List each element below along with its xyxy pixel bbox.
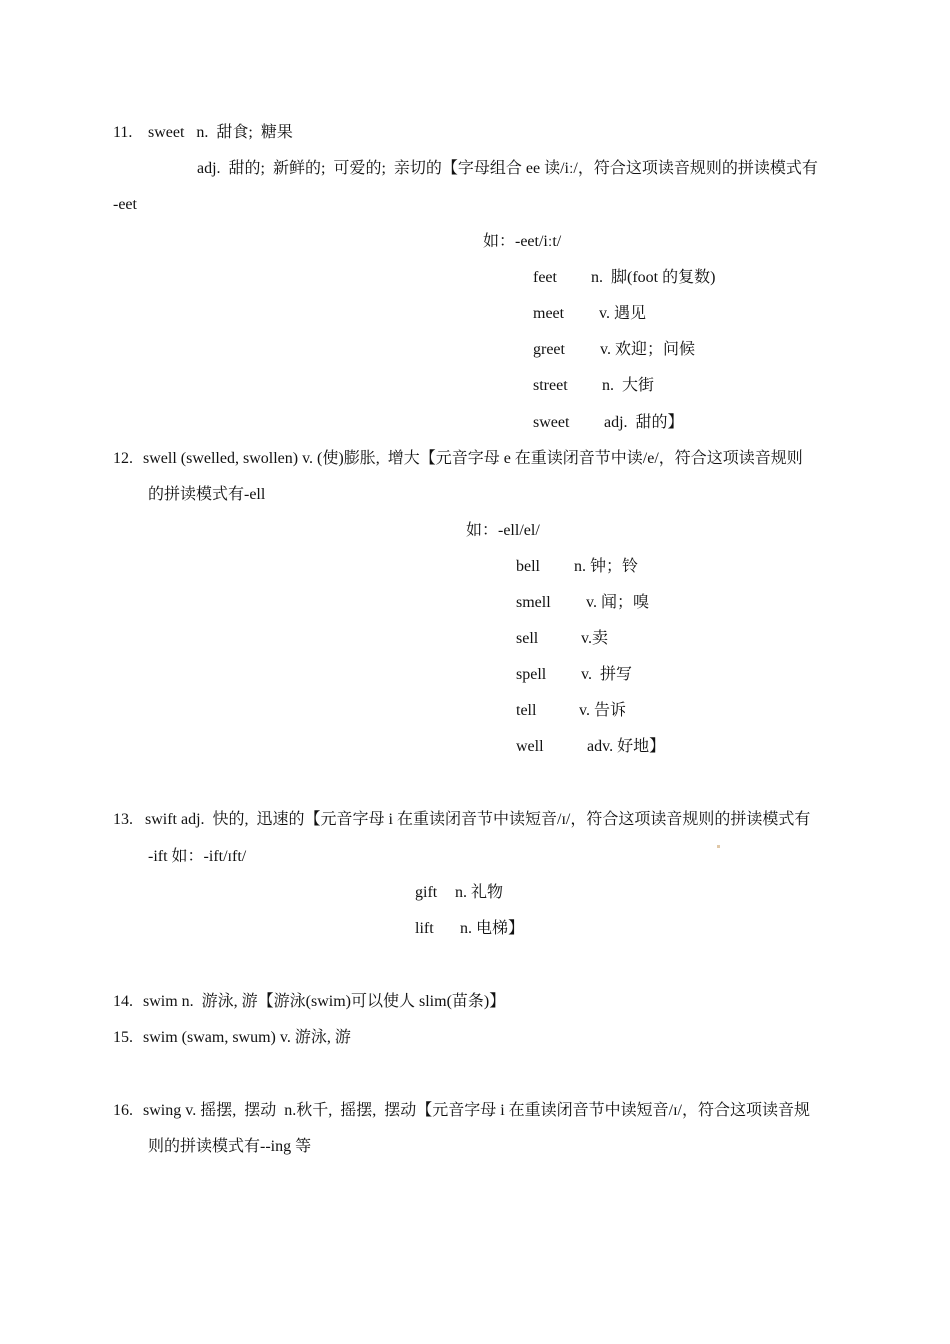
entry-15-text: swim (swam, swum) v. 游泳, 游 (143, 1029, 351, 1046)
entry-11-headword: sweet n. 甜食; 糖果 (148, 124, 293, 141)
example-word: feet (533, 269, 557, 286)
example-word: sweet (533, 414, 570, 431)
example-word: spell (516, 666, 547, 683)
example-word: well (516, 738, 544, 755)
entry-15-number: 15. (113, 1029, 133, 1046)
example-definition: n. 大街 (602, 377, 655, 394)
example-definition: v. 告诉 (579, 702, 626, 719)
example-word: tell (516, 702, 537, 719)
example-word: greet (533, 341, 565, 358)
example-definition: v. 遇见 (599, 305, 646, 322)
entry-11-adj-line: adj. 甜的; 新鲜的; 可爱的; 亲切的【字母组合 ee 读/iː/，符合这项读音规则的拼读模式有 (197, 160, 818, 177)
entry-13-number: 13. (113, 811, 133, 828)
entry-12-continuation: 的拼读模式有-ell (148, 486, 266, 503)
entry-12-pattern: 如：-ell/el/ (466, 522, 540, 539)
entry-16-continuation: 则的拼读模式有--ing 等 (148, 1138, 312, 1155)
entry-12-headword: swell (swelled, swollen) v. (使)膨胀, 增大【元音字母 e 在重读闭音节中读/e/，符合这项读音规则 (143, 450, 803, 467)
example-definition: adv. 好地】 (587, 738, 666, 755)
entry-12-number: 12. (113, 450, 133, 467)
entry-14-text: swim n. 游泳, 游【游泳(swim)可以使人 slim(苗条)】 (143, 993, 506, 1010)
example-definition: v. 拼写 (581, 666, 632, 683)
entry-11-number: 11. (113, 124, 133, 141)
entry-13-continuation: -ift 如：-ift/ɪft/ (148, 848, 247, 865)
example-definition: n. 脚(foot 的复数) (591, 269, 716, 286)
example-definition: n. 礼物 (455, 884, 504, 901)
example-definition: n. 电梯】 (460, 920, 525, 937)
entry-13-headword: swift adj. 快的, 迅速的【元音字母 i 在重读闭音节中读短音/ɪ/，符合这项读音规则的拼读模式有 (145, 811, 811, 828)
example-definition: v.卖 (581, 630, 608, 647)
example-definition: n. 钟；铃 (574, 558, 639, 575)
example-word: gift (415, 884, 438, 901)
example-word: smell (516, 594, 551, 611)
entry-16-number: 16. (113, 1102, 133, 1119)
example-definition: v. 欢迎；问候 (600, 341, 695, 358)
example-definition: v. 闻；嗅 (586, 594, 649, 611)
example-definition: adj. 甜的】 (604, 414, 684, 431)
entry-14-number: 14. (113, 993, 133, 1010)
example-word: sell (516, 630, 539, 647)
stray-dot-mark (717, 845, 720, 848)
example-word: bell (516, 558, 540, 575)
example-word: lift (415, 920, 434, 937)
entry-11-pattern: 如：-eet/iːt/ (483, 233, 562, 250)
entry-11-adj-continuation: -eet (113, 196, 137, 213)
example-word: meet (533, 305, 565, 322)
entry-16-headword: swing v. 摇摆, 摆动 n.秋千, 摇摆, 摆动【元音字母 i 在重读闭音节中读短音/ɪ/，符合这项读音规 (143, 1102, 810, 1119)
example-word: street (533, 377, 568, 394)
